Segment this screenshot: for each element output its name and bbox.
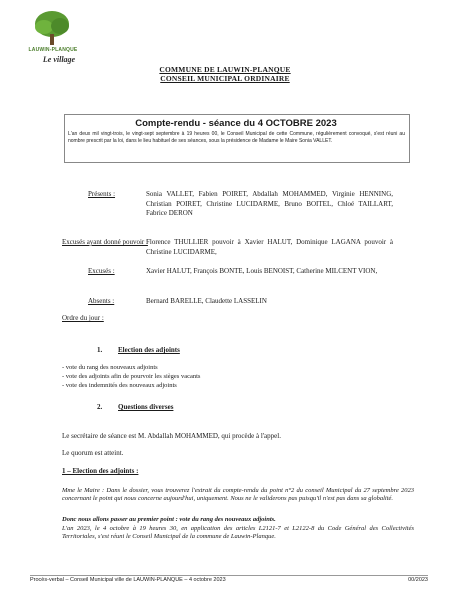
conseil-heading: CONSEIL MUNICIPAL ORDINAIRE bbox=[160, 74, 290, 83]
document-title: Compte-rendu - séance du 4 OCTOBRE 2023 bbox=[135, 118, 337, 129]
item1-number: 1. bbox=[97, 346, 103, 354]
logo-name: LAUWIN-PLANQUE bbox=[28, 47, 78, 53]
presents-label: Présents : bbox=[88, 190, 116, 198]
item2-number: 2. bbox=[97, 403, 103, 411]
absents-label: Absents : bbox=[88, 297, 115, 305]
agenda-bullet: - vote des indemnités des nouveaux adjoints bbox=[62, 382, 177, 389]
section1-heading: 1 – Election des adjoints : bbox=[62, 467, 139, 475]
secretaire-text: Le secrétaire de séance est M. Abdallah MOHAMMED, qui procède à l'appel. bbox=[62, 432, 281, 440]
item2-title: Questions diverses bbox=[118, 403, 174, 411]
quorum-text: Le quorum est atteint. bbox=[62, 449, 124, 457]
presents-list: Sonia VALLET, Fabien POIRET, Abdallah MOHAMMED, Virginie HENNING, Christian POIRET, Christine LUCIDARME, Bruno BOITEL, Chloé TAILLART, Fabrice DERON bbox=[146, 190, 393, 217]
footer-text: Procès-verbal – Conseil Municipal ville de LAUWIN-PLANQUE – 4 octobre 2023 bbox=[30, 577, 226, 583]
agenda-bullet: - vote des adjoints afin de pourvoir les sièges vacants bbox=[62, 373, 201, 380]
summary-text: L'an deux mil vingt-trois, le vingt-sept septembre à 19 heures 00, le Conseil Municipal de cette Commune, régulièrement convoqué, s'est réuni au nombre prescrit par la loi, dans le lieu habituel de ses séances, sous la présidence de Madame le Maire Sonia VALLET. bbox=[68, 131, 405, 144]
paragraph-maire: Mme le Maire : Dans le dossier, vous trouverez l'extrait du compte-rendu du point n°2 du conseil Municipal du 27 septembre 2023 concernant le point qui nous concerne aujourd'hui, uniquement. Nous ne le validerons pas puisqu'il n'est pas dans sa globalité. bbox=[62, 487, 414, 503]
ordre-du-jour-label: Ordre du jour : bbox=[62, 314, 104, 322]
excuses-pouvoir-label: Excusés ayant donné pouvoir : bbox=[62, 238, 148, 246]
tree-logo-icon bbox=[29, 10, 75, 46]
item1-title: Election des adjoints bbox=[118, 346, 180, 354]
excuses-label: Excusés : bbox=[88, 267, 115, 275]
excuses-pouvoir-list: Florence THULLIER pouvoir à Xavier HALUT, Dominique LAGANA pouvoir à Christine LUCIDARME, bbox=[146, 238, 393, 256]
excuses-list: Xavier HALUT, François BONTE, Louis BENOIST, Catherine MILCENT VION, bbox=[146, 267, 378, 275]
commune-heading: COMMUNE DE LAUWIN-PLANQUE bbox=[159, 65, 291, 74]
paragraph-convocation: L'an 2023, le 4 octobre à 19 heures 30, en application des articles L2121-7 et L2122-8 du Code Général des Collectivités Territoriales, s'est réuni le Conseil Municipal de la commune de Lauwin-Planque. bbox=[62, 525, 414, 541]
absents-list: Bernard BARELLE, Claudette LASSELIN bbox=[146, 297, 267, 305]
footer-divider bbox=[30, 575, 428, 576]
logo-tagline: Le village bbox=[42, 55, 76, 64]
paragraph-vote-rang: Donc nous allons passer au premier point : vote du rang des nouveaux adjoints. bbox=[62, 516, 276, 523]
agenda-bullet: - vote du rang des nouveaux adjoints bbox=[62, 364, 158, 371]
footer-page-number: 00/2023 bbox=[408, 577, 428, 583]
